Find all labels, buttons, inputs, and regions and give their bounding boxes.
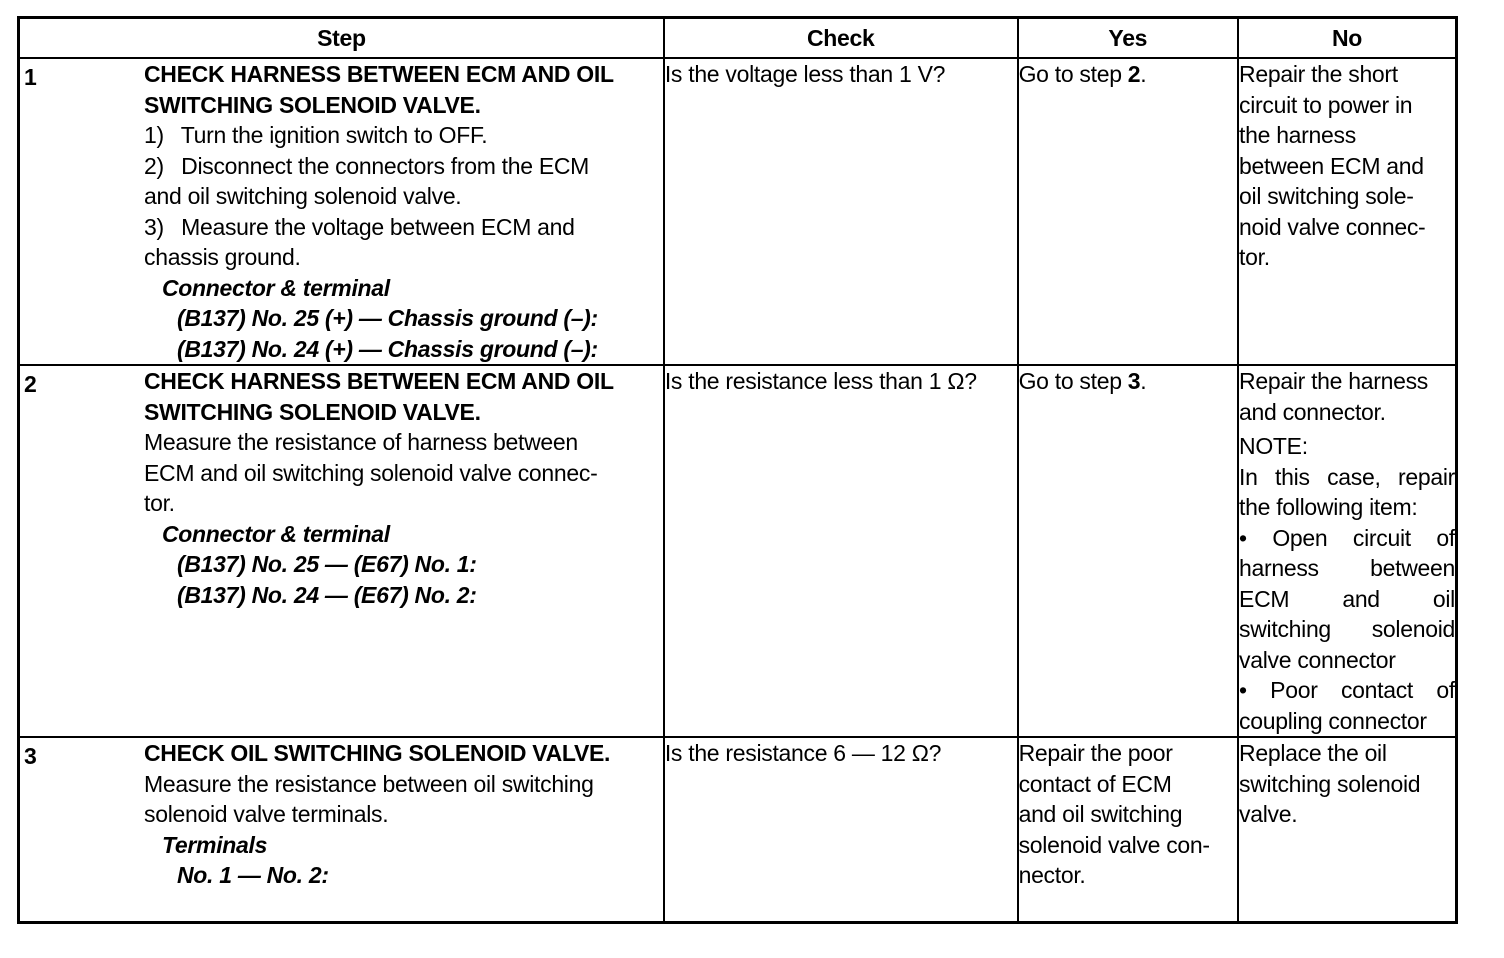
step-number: 1 (24, 64, 37, 90)
header-yes: Yes (1018, 18, 1238, 59)
no-line: Repair the harness (1239, 368, 1428, 394)
no-line: the harness (1239, 122, 1356, 148)
step-title-line: CHECK OIL SWITCHING SOLENOID VALVE. (144, 740, 611, 766)
step-body (144, 366, 663, 610)
note-line: switching solenoid (1239, 616, 1455, 642)
no-cell (1238, 365, 1456, 737)
yes-suffix: . (1140, 61, 1147, 87)
step-body (144, 738, 663, 891)
no-line: valve. (1239, 801, 1298, 827)
step-cell (19, 58, 664, 365)
procedure-line: Measure the resistance between oil switching (144, 770, 594, 797)
spec-heading: Connector & terminal (162, 520, 390, 547)
header-no: No (1238, 18, 1456, 59)
procedure-line: 2) Disconnect the connectors from the ECM (144, 152, 590, 179)
step-title-line: SWITCHING SOLENOID VALVE. (144, 91, 481, 118)
note-line: In this case, repair (1239, 463, 1455, 490)
note-line: • Open circuit of (1239, 524, 1455, 551)
table-row-step-2 (19, 365, 1457, 737)
diagnostic-table (17, 16, 1458, 924)
yes-suffix: . (1140, 368, 1147, 394)
step-number: 3 (24, 743, 37, 769)
procedure-line: solenoid valve terminals. (144, 801, 389, 827)
no-line: switching solenoid (1239, 770, 1421, 797)
no-line: tor. (1239, 244, 1270, 270)
note-line: the following item: (1239, 494, 1418, 520)
no-cell (1238, 58, 1456, 365)
note-line: harness between (1239, 555, 1455, 581)
yes-step-link: 2 (1127, 61, 1141, 87)
no-line: noid valve connec- (1239, 213, 1426, 240)
note-label: NOTE: (1239, 433, 1308, 459)
no-cell (1238, 737, 1456, 923)
procedure-line: 1) Turn the ignition switch to OFF. (144, 122, 488, 148)
step-title-line: CHECK HARNESS BETWEEN ECM AND OIL (144, 368, 614, 394)
note-line: coupling connector (1239, 707, 1427, 734)
no-line: Repair the short (1239, 61, 1398, 87)
yes-cell (1018, 365, 1238, 737)
yes-line: nector. (1018, 862, 1086, 888)
procedure-line: tor. (144, 490, 175, 516)
yes-step-link: 3 (1127, 368, 1141, 394)
check-cell: Is the voltage less than 1 V? (664, 58, 1018, 365)
spec-heading: Terminals (162, 831, 268, 858)
header-check: Check (664, 18, 1018, 59)
check-cell: Is the resistance less than 1 Ω? (664, 365, 1018, 737)
yes-line: contact of ECM (1018, 770, 1172, 797)
note-line: ECM and oil (1239, 585, 1455, 612)
yes-cell (1018, 737, 1238, 923)
note-line: • Poor contact of (1239, 677, 1455, 703)
spec-line: No. 1 — No. 2: (177, 862, 329, 888)
spec-line: (B137) No. 25 (+) — Chassis ground (–): (177, 305, 598, 331)
spec-heading: Connector & terminal (162, 274, 390, 301)
header-row (19, 18, 1457, 59)
table-row-step-3 (19, 737, 1457, 923)
no-line: and connector. (1239, 398, 1386, 425)
procedure-line: ECM and oil switching solenoid valve connec- (144, 459, 598, 486)
procedure-line: chassis ground. (144, 244, 301, 270)
note-line: valve connector (1239, 646, 1396, 673)
yes-line: Repair the poor (1018, 740, 1173, 766)
yes-prefix: Go to step (1018, 61, 1128, 87)
procedure-line: 3) Measure the voltage between ECM and (144, 213, 575, 240)
table-row-step-1 (19, 58, 1457, 365)
procedure-line: and oil switching solenoid valve. (144, 183, 462, 209)
step-title-line: SWITCHING SOLENOID VALVE. (144, 398, 481, 425)
check-cell: Is the resistance 6 — 12 Ω? (664, 737, 1018, 923)
step-cell (19, 365, 664, 737)
spec-line: (B137) No. 24 — (E67) No. 2: (177, 581, 477, 608)
no-line: Replace the oil (1239, 740, 1387, 766)
step-body (144, 59, 663, 364)
step-title-line: CHECK HARNESS BETWEEN ECM AND OIL (144, 61, 614, 87)
spec-line: (B137) No. 24 (+) — Chassis ground (–): (177, 335, 598, 362)
step-number: 2 (24, 371, 37, 397)
no-line: oil switching sole- (1239, 183, 1414, 209)
yes-line: and oil switching (1018, 801, 1183, 827)
no-line: between ECM and (1239, 152, 1424, 179)
no-line: circuit to power in (1239, 91, 1413, 118)
header-step: Step (19, 18, 664, 59)
yes-cell (1018, 58, 1238, 365)
yes-prefix: Go to step (1018, 368, 1128, 394)
procedure-line: Measure the resistance of harness between (144, 429, 578, 455)
spec-line: (B137) No. 25 — (E67) No. 1: (177, 551, 477, 577)
step-cell (19, 737, 664, 923)
yes-line: solenoid valve con- (1018, 831, 1210, 858)
